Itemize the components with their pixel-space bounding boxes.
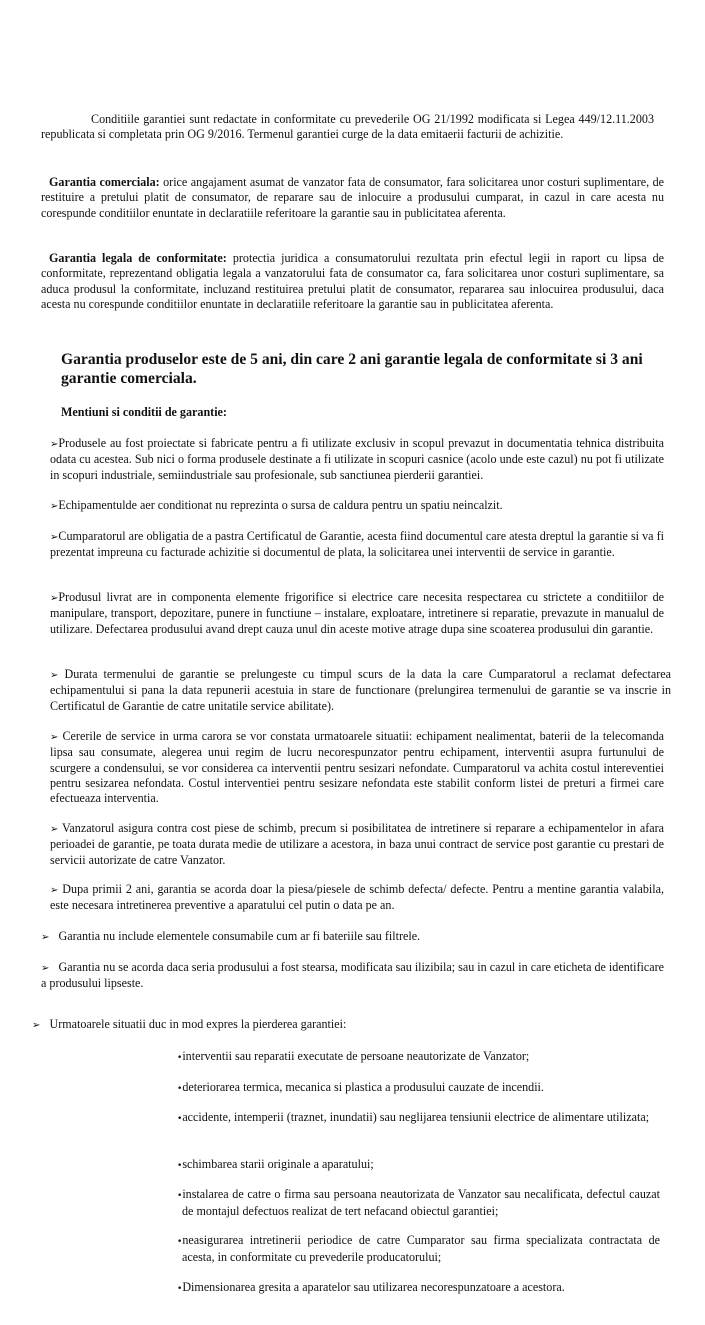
arrow-bullet-icon: ➢ (41, 963, 50, 974)
garantia-comerciala-label: Garantia comerciala: (49, 175, 160, 189)
situation-text: Dimensionarea gresita a aparatelor sau utilizarea necorespunzatoare a acestora. (182, 1280, 565, 1294)
dot-bullet-icon: • (177, 1191, 183, 1201)
garantia-legala-text: protectia juridica a consumatorului rezultata prin efectul legii in raport cu lipsa de conformitate, reprezentand obligatia legala a vanzatorului fata de consumator ca, fara solicitarea unor costuri suplimentare, sa aduca produsul la conformitate, incluzand restituirea pretului platit de consumator, repararea sau inlocuirea produsului, daca acesta nu corespunde conditiilor enuntate in declaratiile referitoare la garantie sau in publicitatea aferenta. (41, 251, 665, 311)
arrow-bullet-icon: ➢ (32, 1020, 41, 1031)
situation-item (177, 1110, 667, 1127)
bullet-text: Dupa primii 2 ani, garantia se acorda doar la piesa/piesele de schimb defecta/ defecte. Pentru a mentine garantia valabila, este necesara intretinerea preventive a aparatului cel putin o data pe an. (50, 882, 664, 913)
bullet-text: Produsul livrat are in componenta elemente frigorifice si electrice care necesita respectarea cu strictete a conditiilor de manipulare, transport, depozitare, punere in functiune – instalare, exploatare, intretinere si reparatie, prevazute in manualul de utilizare. Defectarea produsului avand drept cauza unul din aceste motive atrage dupa sine scoaterea produsului din garantie. (50, 590, 664, 636)
situation-item (177, 1233, 660, 1266)
dot-bullet-icon: • (177, 1114, 183, 1124)
garantia-comerciala-text: orice angajament asumat de vanzator fata de consumator, fara solicitarea unor costuri suplimentare, de restituire a pretului platit de consumator, de reparare sau de inlocuire a produsului cumparat, in cazul in care acesta nu corespunde conditiilor enuntate in declaratiile referitoare la garantie sau in publicitatea aferenta. (41, 175, 664, 220)
bullet-item (50, 882, 664, 914)
bullet-item (41, 960, 664, 992)
bullet-item (50, 529, 664, 561)
conditions-subheading: Mentiuni si conditii de garantie: (61, 405, 227, 419)
warranty-headline: Garantia produselor este de 5 ani, din care 2 ani garantie legala de conformitate si 3 ani garantie comerciala. (61, 351, 643, 387)
bullet-text: Garantia nu include elementele consumabile cum ar fi bateriile sau filtrele. (58, 929, 421, 943)
situation-text: accidente, intemperii (traznet, inundatii) sau neglijarea tensiunii electrice de alimentare utilizata; (182, 1110, 650, 1124)
bullet-text: Produsele au fost proiectate si fabricate pentru a fi utilizate exclusiv in scopul prevazut in documentatia tehnica distribuita odata cu acestea. Sub nici o forma produsele destinate a fi utilizate in scopuri casnice (acolo unde este cazul) nu pot fi utilizate in scopuri industriale, semiindustriale sau profesionale, sub sanctiunea pierderii garantiei. (50, 436, 664, 482)
dot-bullet-icon: • (177, 1237, 183, 1247)
arrow-bullet-icon: ➢ (50, 439, 59, 450)
situation-text: neasigurarea intretinerii periodice de catre Cumparator sau firma specializata contractata de acesta, in conformitate cu prevederile producatorului; (182, 1233, 660, 1265)
arrow-bullet-icon: ➢ (50, 885, 59, 896)
situation-text: interventii sau reparatii executate de persoane neautorizate de Vanzator; (182, 1049, 530, 1063)
bullet-item (50, 498, 664, 514)
bullet-item (50, 590, 664, 637)
situation-item (177, 1187, 660, 1220)
situation-item (177, 1080, 662, 1097)
bullet-text: Durata termenului de garantie se prelungeste cu timpul scurs de la data la care Cumparatorul a reclamat defectarea echipamentului si pana la data repunerii acestuia in stare de functionare (prelungirea termenului de garantie se va inscrie in Certificatul de Garantie de catre unitatile service abilitate). (50, 667, 671, 713)
dot-bullet-icon: • (177, 1084, 183, 1094)
arrow-bullet-icon: ➢ (50, 670, 59, 681)
bullet-text: Echipamentulde aer conditionat nu reprezinta o sursa de caldura pentru un spatiu neincalzit. (58, 498, 503, 512)
situation-item (177, 1157, 662, 1174)
bullet-item (32, 1017, 662, 1033)
dot-bullet-icon: • (177, 1161, 183, 1171)
situation-text: schimbarea starii originale a aparatului; (182, 1157, 374, 1171)
garantia-legala-paragraph (41, 251, 664, 312)
arrow-bullet-icon: ➢ (50, 532, 59, 543)
situation-text: deteriorarea termica, mecanica si plastica a produsului cauzate de incendii. (182, 1080, 544, 1094)
garantia-legala-label: Garantia legala de conformitate: (49, 251, 227, 265)
arrow-bullet-icon: ➢ (50, 593, 59, 604)
bullet-text: Cumparatorul are obligatia de a pastra Certificatul de Garantie, acesta fiind documentul care atesta dreptul la garantie si va fi prezentat impreuna cu facturade achizitie si documentul de plata, la solicitarea unei interventii de service in garantie. (50, 529, 664, 560)
situation-item (177, 1049, 662, 1066)
bullet-item (50, 729, 664, 806)
arrow-bullet-icon: ➢ (50, 501, 59, 512)
bullet-text: Cererile de service in urma carora se vor constata urmatoarele situatii: echipament nealimentat, baterii de la telecomanda lipsa sau consumate, alegerea unui regim de lucru necorespunzator pentru echipament, interventii asupra furtunului de scurgere a condensului, se vor considerea ca interventii pentru sesizari nefondate. Cumparatorul va achita costul intereventiei pentru sesizarea nefondata. Costul interventiei pentru sesizare nefondata este stabilit conform listei de preturi a firmei care efectueaza interventia. (50, 729, 664, 806)
garantia-comerciala-paragraph (41, 175, 664, 221)
bullet-item (41, 929, 664, 945)
bullet-text: Garantia nu se acorda daca seria produsului a fost stearsa, modificata sau ilizibila; sau in cazul in care eticheta de identificare a produsului lipseste. (41, 960, 664, 991)
dot-bullet-icon: • (177, 1284, 183, 1294)
arrow-bullet-icon: ➢ (41, 932, 50, 943)
bullet-text: Vanzatorul asigura contra cost piese de schimb, precum si posibilitatea de intretinere si reparare a echipamentelor in afara perioadei de garantie, pe toata durata medie de utilizare a acestora, in baza unui contract de service post garantie cu prestari de servicii autorizate de catre Vanzator. (50, 821, 665, 867)
arrow-bullet-icon: ➢ (50, 824, 59, 835)
situation-item (177, 1280, 662, 1297)
bullet-item (50, 821, 664, 868)
situation-text: instalarea de catre o firma sau persoana neautorizata de Vanzator sau necalificata, defectul cauzat de montajul defectuos realizat de tert nefacand obiectul garantiei; (182, 1187, 660, 1219)
bullet-text: Urmatoarele situatii duc in mod expres la pierderea garantiei: (49, 1017, 347, 1031)
dot-bullet-icon: • (177, 1053, 183, 1063)
bullet-item (50, 436, 664, 483)
bullet-item (50, 667, 671, 714)
intro-paragraph: Conditiile garantiei sunt redactate in conformitate cu prevederile OG 21/1992 modificata si Legea 449/12.11.2003 republicata si completata prin OG 9/2016. Termenul garantiei curge de la data emitaerii facturii de achizitie. (41, 112, 654, 142)
arrow-bullet-icon: ➢ (50, 732, 59, 743)
